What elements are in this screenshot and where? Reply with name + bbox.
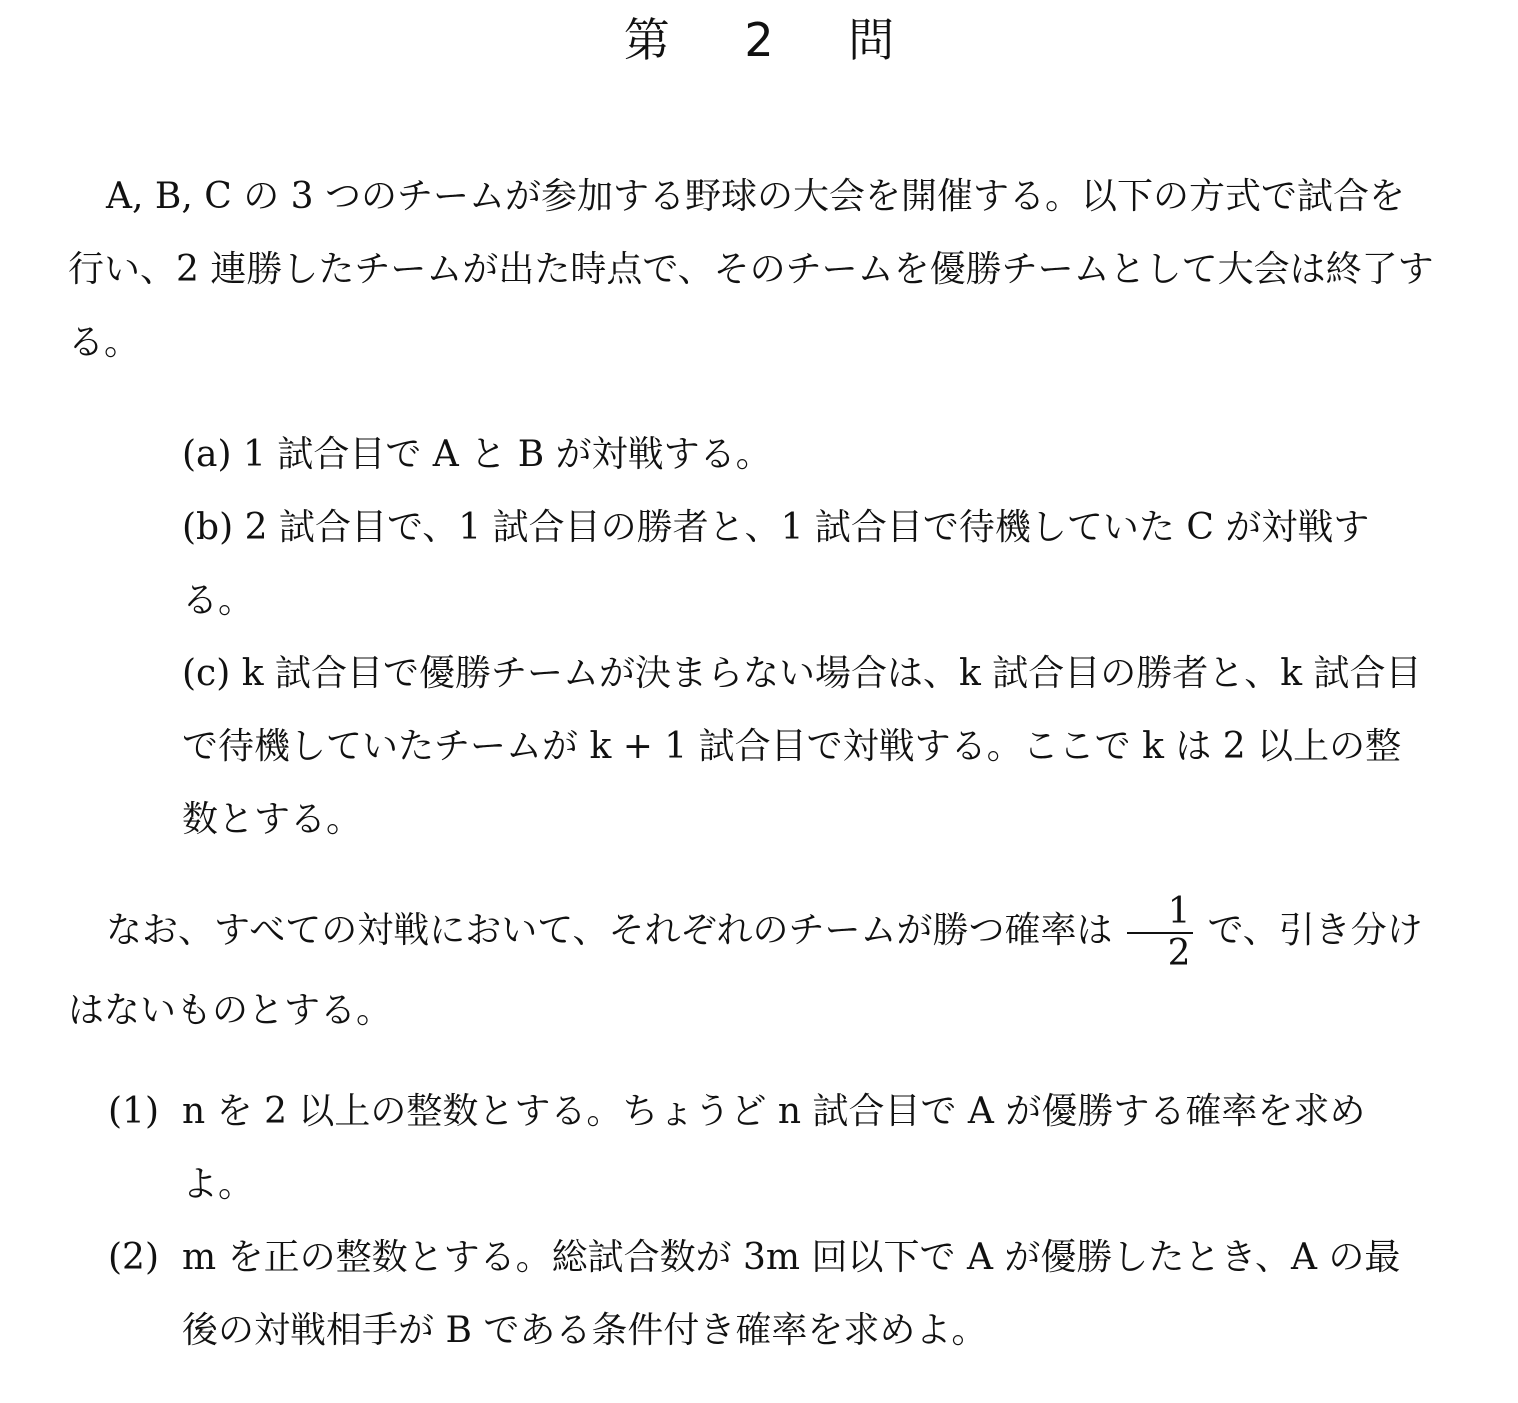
question-1-number: (1)	[108, 1091, 159, 1132]
question-1	[108, 1075, 1436, 1221]
note-paragraph	[68, 892, 1436, 1047]
intro-paragraph: A, B, C の 3 つのチームが参加する野球の大会を開催する。以下の方式で試合を行い、2 連勝したチームが出た時点で、そのチームを優勝チームとして大会は終了する。	[68, 176, 1434, 363]
rule-a-label: (a)	[182, 434, 232, 475]
rule-c	[182, 637, 1436, 856]
question-2-number: (2)	[108, 1237, 159, 1278]
question-2	[108, 1221, 1436, 1367]
rule-c-text: k 試合目で優勝チームが決まらない場合は、k 試合目の勝者と、k 試合目で待機していたチームが k + 1 試合目で対戦する。ここで k は 2 以上の整数とする。	[182, 653, 1422, 840]
note-after: で、引き分けはないものとする。	[68, 910, 1423, 1031]
title-part1: 第	[623, 13, 670, 67]
rule-b-label: (b)	[182, 507, 234, 548]
question-2-text: m を正の整数とする。総試合数が 3m 回以下で A が優勝したとき、A の最後の対戦相手が B である条件付き確率を求めよ。	[182, 1237, 1401, 1351]
rule-a	[182, 418, 1436, 491]
fraction-numerator: 1	[1127, 892, 1194, 934]
title-part2: 2	[744, 13, 774, 67]
rule-c-label: (c)	[182, 653, 231, 694]
rule-b-text: 2 試合目で、1 試合目の勝者と、1 試合目で待機していた C が対戦する。	[182, 507, 1370, 621]
half-fraction	[1127, 892, 1194, 974]
title-part3: 問	[848, 13, 895, 67]
note-before: なお、すべての対戦において、それぞれのチームが勝つ確率は	[106, 910, 1113, 951]
problem-title	[0, 10, 1518, 70]
rule-b	[182, 491, 1436, 637]
question-1-text: n を 2 以上の整数とする。ちょうど n 試合目で A が優勝する確率を求めよ。	[182, 1091, 1366, 1205]
fraction-denominator: 2	[1167, 933, 1191, 974]
rule-a-text: 1 試合目で A と B が対戦する。	[243, 434, 772, 475]
